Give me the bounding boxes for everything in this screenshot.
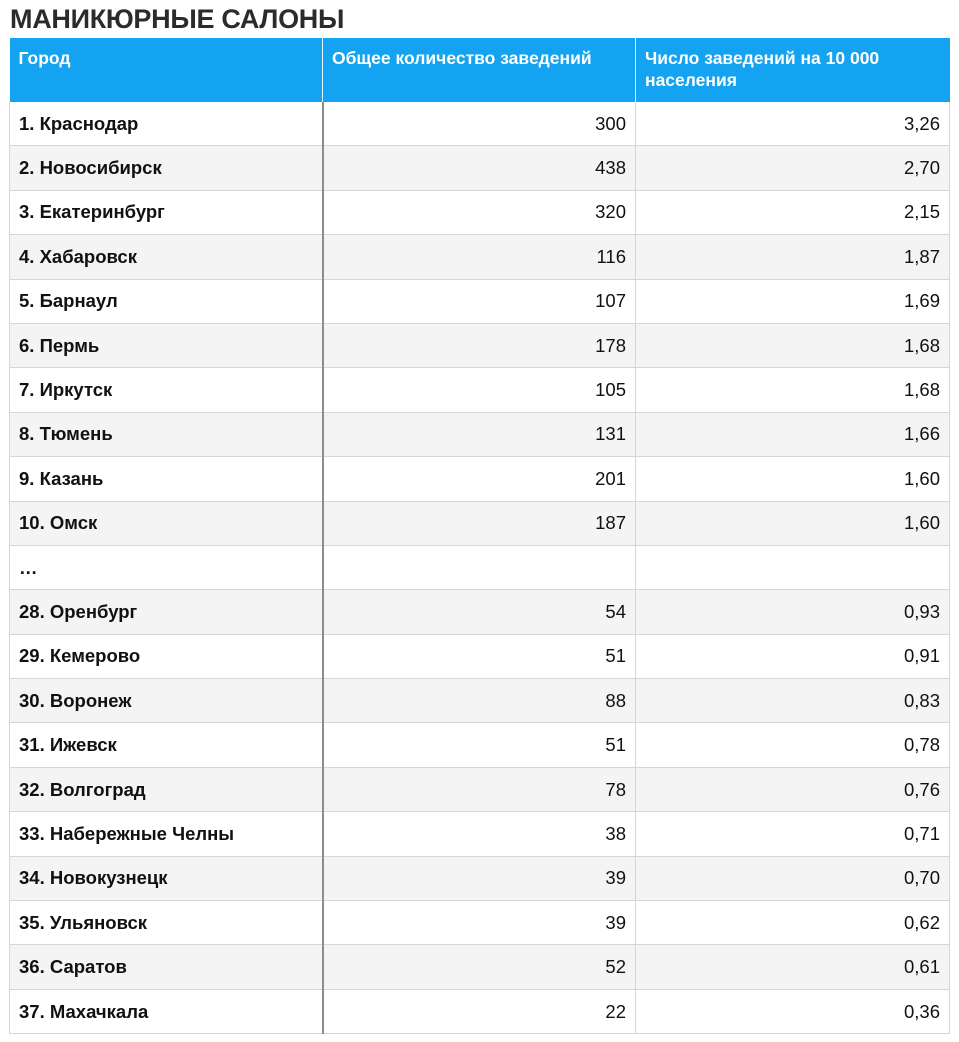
city-cell: 35. Ульяновск — [10, 901, 323, 945]
page-title: МАНИКЮРНЫЕ САЛОНЫ — [10, 4, 345, 34]
per-10000-cell: 1,60 — [636, 501, 950, 545]
total-count-cell: 187 — [323, 501, 636, 545]
city-cell: 29. Кемерово — [10, 634, 323, 678]
per-10000-cell: 1,60 — [636, 457, 950, 501]
table-row — [10, 590, 950, 634]
table-row — [10, 545, 950, 589]
city-cell: 31. Ижевск — [10, 723, 323, 767]
table-row — [10, 901, 950, 945]
per-10000-cell: 2,70 — [636, 146, 950, 190]
table-row — [10, 856, 950, 900]
table-row — [10, 190, 950, 234]
per-10000-cell: 1,87 — [636, 235, 950, 279]
header-per-10000: Число заведений на 10 000 населения — [636, 38, 950, 102]
city-cell: 34. Новокузнецк — [10, 856, 323, 900]
city-cell: 10. Омск — [10, 501, 323, 545]
table-body — [10, 102, 950, 1034]
per-10000-cell: 3,26 — [636, 102, 950, 146]
table-row — [10, 412, 950, 456]
per-10000-cell: 0,93 — [636, 590, 950, 634]
city-cell: 8. Тюмень — [10, 412, 323, 456]
city-cell: 5. Барнаул — [10, 279, 323, 323]
total-count-cell: 300 — [323, 102, 636, 146]
table-row — [10, 235, 950, 279]
per-10000-cell — [636, 545, 950, 589]
total-count-cell: 38 — [323, 812, 636, 856]
per-10000-cell: 0,71 — [636, 812, 950, 856]
table-row — [10, 279, 950, 323]
city-cell: 6. Пермь — [10, 323, 323, 367]
total-count-cell: 178 — [323, 323, 636, 367]
per-10000-cell: 0,76 — [636, 767, 950, 811]
city-cell: 30. Воронеж — [10, 679, 323, 723]
per-10000-cell: 2,15 — [636, 190, 950, 234]
table-row — [10, 723, 950, 767]
total-count-cell: 52 — [323, 945, 636, 989]
total-count-cell: 131 — [323, 412, 636, 456]
table-row — [10, 767, 950, 811]
city-cell: 1. Краснодар — [10, 102, 323, 146]
table-row — [10, 368, 950, 412]
total-count-cell: 51 — [323, 723, 636, 767]
per-10000-cell: 1,66 — [636, 412, 950, 456]
per-10000-cell: 0,91 — [636, 634, 950, 678]
table-row — [10, 945, 950, 989]
per-10000-cell: 1,68 — [636, 323, 950, 367]
table-row — [10, 679, 950, 723]
table-row — [10, 323, 950, 367]
total-count-cell: 39 — [323, 901, 636, 945]
header-city: Город — [10, 38, 323, 102]
header-row — [10, 38, 950, 102]
table-header — [10, 38, 950, 102]
total-count-cell: 54 — [323, 590, 636, 634]
city-cell: … — [10, 545, 323, 589]
per-10000-cell: 0,78 — [636, 723, 950, 767]
per-10000-cell: 0,70 — [636, 856, 950, 900]
total-count-cell: 116 — [323, 235, 636, 279]
total-count-cell: 105 — [323, 368, 636, 412]
total-count-cell: 22 — [323, 989, 636, 1033]
salon-rating-table — [9, 38, 950, 1034]
city-cell: 9. Казань — [10, 457, 323, 501]
city-cell: 7. Иркутск — [10, 368, 323, 412]
per-10000-cell: 0,61 — [636, 945, 950, 989]
total-count-cell: 201 — [323, 457, 636, 501]
per-10000-cell: 0,62 — [636, 901, 950, 945]
table-row — [10, 501, 950, 545]
table-row — [10, 989, 950, 1033]
city-cell: 37. Махачкала — [10, 989, 323, 1033]
total-count-cell: 78 — [323, 767, 636, 811]
per-10000-cell: 0,36 — [636, 989, 950, 1033]
table-row — [10, 146, 950, 190]
total-count-cell: 51 — [323, 634, 636, 678]
city-cell: 4. Хабаровск — [10, 235, 323, 279]
city-cell: 33. Набережные Челны — [10, 812, 323, 856]
city-cell: 36. Саратов — [10, 945, 323, 989]
total-count-cell: 320 — [323, 190, 636, 234]
city-cell: 2. Новосибирск — [10, 146, 323, 190]
city-cell: 32. Волгоград — [10, 767, 323, 811]
total-count-cell — [323, 545, 636, 589]
city-cell: 3. Екатеринбург — [10, 190, 323, 234]
table-row — [10, 457, 950, 501]
table-row — [10, 102, 950, 146]
per-10000-cell: 1,69 — [636, 279, 950, 323]
total-count-cell: 88 — [323, 679, 636, 723]
per-10000-cell: 0,83 — [636, 679, 950, 723]
total-count-cell: 107 — [323, 279, 636, 323]
total-count-cell: 39 — [323, 856, 636, 900]
table-row — [10, 812, 950, 856]
header-total-count: Общее количество заведений — [323, 38, 636, 102]
per-10000-cell: 1,68 — [636, 368, 950, 412]
total-count-cell: 438 — [323, 146, 636, 190]
table-row — [10, 634, 950, 678]
city-cell: 28. Оренбург — [10, 590, 323, 634]
